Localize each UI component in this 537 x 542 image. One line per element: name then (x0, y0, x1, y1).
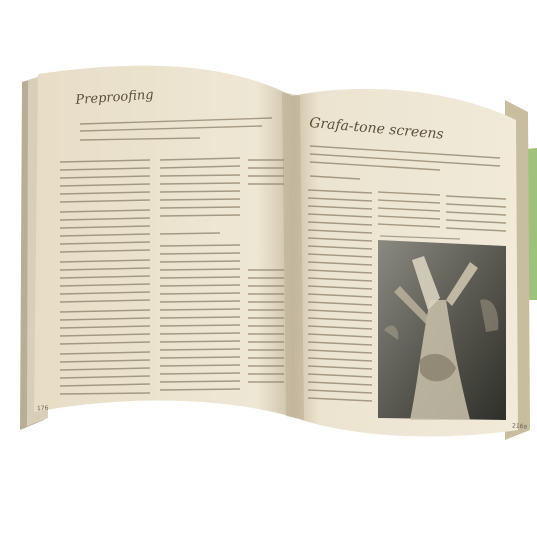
right-page-heading: Grafa-tone screens (308, 115, 445, 143)
left-page-number: 176 (36, 404, 49, 413)
left-page-heading: Preproofing (75, 87, 155, 108)
right-page-number: 216a (511, 422, 528, 431)
